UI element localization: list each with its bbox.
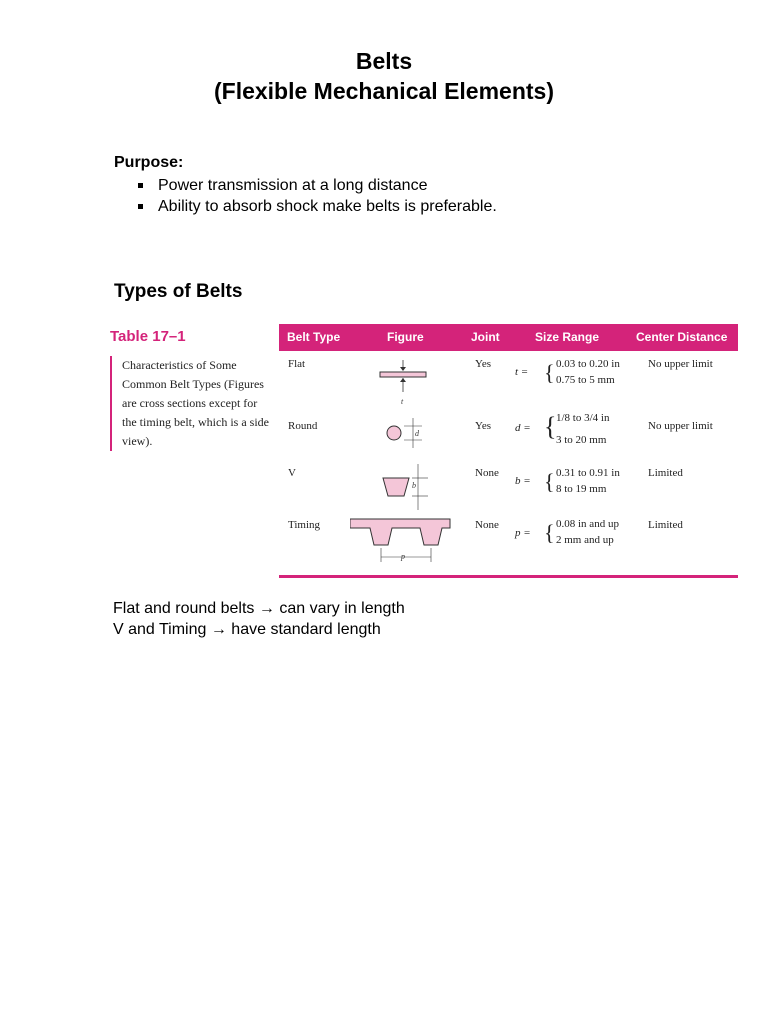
cell-range-in: 0.31 to 0.91 in bbox=[556, 467, 620, 479]
list-item: Power transmission at a long distance bbox=[138, 175, 497, 196]
cell-variable: p = bbox=[515, 527, 531, 539]
cell-joint: Yes bbox=[475, 358, 492, 370]
round-belt-figure bbox=[387, 418, 422, 448]
note-line bbox=[113, 621, 381, 639]
cell-center-distance: Limited bbox=[648, 467, 683, 479]
brace-icon: { bbox=[544, 412, 557, 441]
cell-joint: None bbox=[475, 467, 499, 479]
arrow-icon: → bbox=[258, 600, 275, 617]
purpose-list bbox=[138, 175, 497, 217]
cell-center-distance: No upper limit bbox=[648, 420, 713, 432]
cell-range-mm: 2 mm and up bbox=[556, 534, 614, 546]
cell-range-mm: 8 to 19 mm bbox=[556, 483, 607, 495]
cell-belt-type: Timing bbox=[288, 519, 321, 531]
round-dim-label: d bbox=[415, 429, 419, 438]
cell-range-mm: 0.75 to 5 mm bbox=[556, 374, 615, 386]
flat-dim-label: t bbox=[401, 397, 404, 406]
list-item: Ability to absorb shock make belts is preferable. bbox=[138, 196, 497, 217]
cell-variable: t = bbox=[515, 366, 529, 378]
v-belt-figure bbox=[383, 464, 428, 510]
header-figure: Figure bbox=[387, 330, 424, 344]
belt-cross-sections bbox=[350, 352, 470, 577]
purpose-heading: Purpose: bbox=[114, 154, 184, 171]
arrow-icon: → bbox=[210, 621, 227, 638]
cell-variable: b = bbox=[515, 475, 531, 487]
v-dim-label: b bbox=[412, 481, 416, 490]
note-text: have standard length bbox=[231, 621, 381, 638]
table-header bbox=[279, 324, 738, 351]
table-bottom-rule bbox=[279, 575, 738, 578]
cell-center-distance: No upper limit bbox=[648, 358, 713, 370]
header-belt-type: Belt Type bbox=[287, 330, 341, 344]
page-subtitle: (Flexible Mechanical Elements) bbox=[213, 78, 554, 104]
cell-belt-type: V bbox=[288, 467, 296, 479]
note-subject: V and Timing bbox=[113, 621, 207, 638]
cell-variable: d = bbox=[515, 422, 531, 434]
note-subject: Flat and round belts bbox=[113, 600, 255, 617]
note-line bbox=[113, 600, 405, 618]
header-joint: Joint bbox=[471, 330, 500, 344]
header-size-range: Size Range bbox=[535, 330, 600, 344]
timing-belt-figure bbox=[350, 519, 450, 562]
cell-belt-type: Flat bbox=[288, 358, 306, 370]
cell-joint: None bbox=[475, 519, 499, 531]
cell-range-in: 0.03 to 0.20 in bbox=[556, 358, 620, 370]
timing-dim-label: p bbox=[401, 552, 405, 561]
belt-table-figure bbox=[110, 324, 742, 584]
page-title: Belts bbox=[355, 48, 413, 74]
cell-belt-type: Round bbox=[288, 420, 318, 432]
types-heading: Types of Belts bbox=[114, 281, 243, 302]
brace-icon: { bbox=[544, 520, 555, 545]
table-caption: Characteristics of Some Common Belt Types (Figures are cross sections except for the timing belt, which is a side view). bbox=[110, 356, 272, 451]
table-label: Table 17–1 bbox=[110, 328, 186, 345]
flat-belt-figure bbox=[380, 360, 426, 406]
cell-range-mm: 3 to 20 mm bbox=[556, 434, 607, 446]
brace-icon: { bbox=[544, 469, 555, 494]
header-center-distance: Center Distance bbox=[636, 330, 728, 344]
cell-range-in: 1/8 to 3/4 in bbox=[556, 412, 610, 424]
cell-center-distance: Limited bbox=[648, 519, 683, 531]
note-text: can vary in length bbox=[279, 600, 405, 617]
cell-joint: Yes bbox=[475, 420, 492, 432]
cell-range-in: 0.08 in and up bbox=[556, 518, 619, 530]
brace-icon: { bbox=[544, 360, 555, 385]
